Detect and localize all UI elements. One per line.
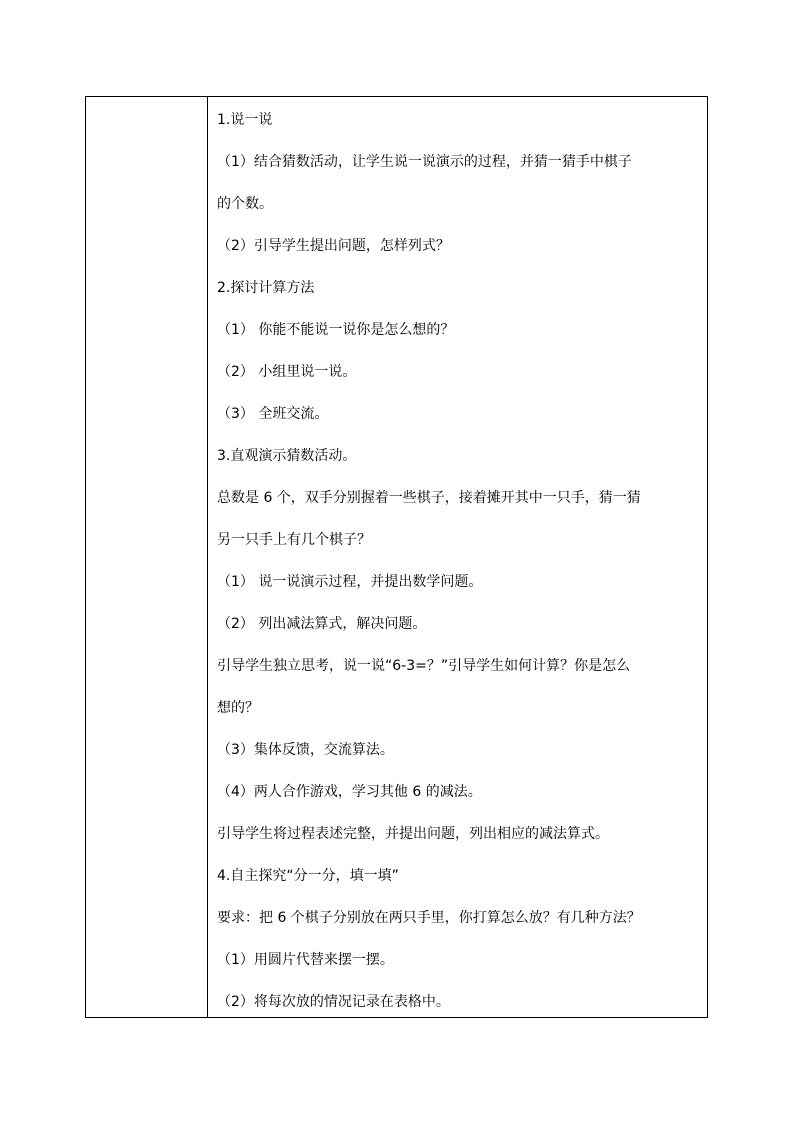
text-line: 引导学生独立思考，说一说“6-3=？”引导学生如何计算？你是怎么 [217,658,631,674]
text-line: 要求：把 6 个棋子分别放在两只手里，你打算怎么放？有几种方法？ [217,910,641,926]
text-line: 引导学生将过程表述完整，并提出问题，列出相应的减法算式。 [217,826,609,842]
text-line: （3）集体反馈，交流算法。 [217,742,394,758]
text-line: 2.探讨计算方法 [217,280,315,296]
lesson-table [85,96,708,1018]
text-line: （2）将每次放的情况记录在表格中。 [217,994,450,1010]
text-line: （3） 全班交流。 [217,406,329,422]
text-line: 1.说一说 [217,112,273,128]
text-line: 想的？ [217,700,259,716]
text-line: （1）用圆片代替来摆一摆。 [217,952,394,968]
text-line: 另一只手上有几个棋子？ [217,532,371,548]
text-line: （1） 你能不能说一说你是怎么想的？ [217,322,455,338]
text-line: 3.直观演示猜数活动。 [217,448,357,464]
text-line: （2）引导学生提出问题，怎样列式？ [217,238,450,254]
text-line: 的个数。 [217,196,273,212]
text-line: （1） 说一说演示过程，并提出数学问题。 [217,574,483,590]
text-line: （1）结合猜数活动，让学生说一说演示的过程，并猜一猜手中棋子 [217,154,632,170]
text-line: （4）两人合作游戏，学习其他 6 的减法。 [217,784,482,800]
text-line: 4.自主探究“分一分，填一填” [217,868,399,884]
text-line: （2） 小组里说一说。 [217,364,357,380]
column-divider [207,97,208,1017]
text-line: 总数是 6 个，双手分别握着一些棋子，接着摊开其中一只手，猜一猜 [217,490,641,506]
text-line: （2） 列出减法算式，解决问题。 [217,616,427,632]
